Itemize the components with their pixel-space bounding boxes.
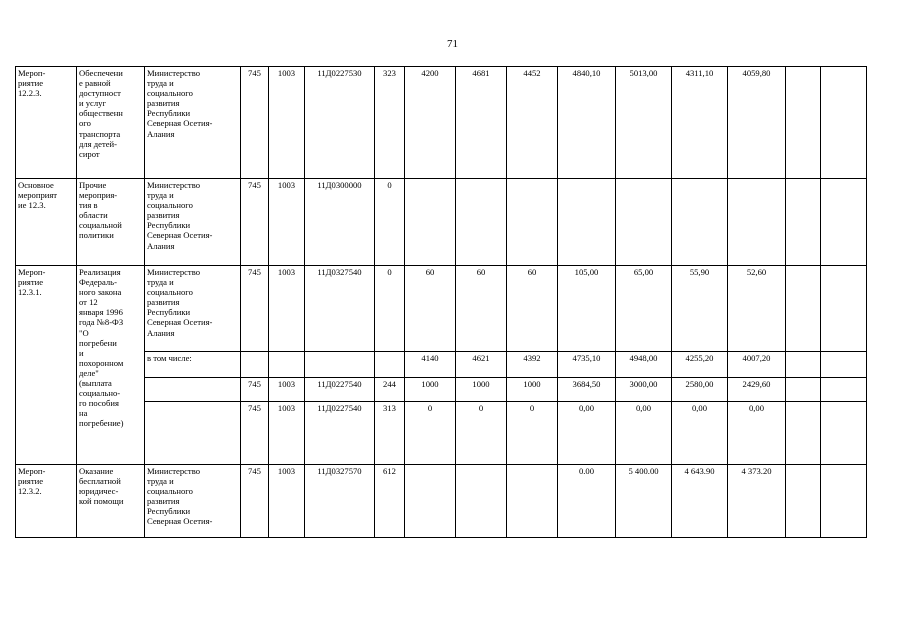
grbs-code: 745: [241, 402, 269, 465]
value-cell: 5 400.00: [616, 465, 672, 538]
csr-code: 11Д0327570: [305, 465, 375, 538]
table-row: [16, 67, 867, 179]
empty-cell: [821, 402, 867, 465]
value-cell: 4200: [405, 67, 456, 179]
value-cell: 4735,10: [558, 352, 616, 378]
program-measures-table: [15, 66, 867, 538]
measure-number: Мероп- риятие 12.3.2.: [16, 465, 77, 538]
value-cell: [507, 465, 558, 538]
responsible-executor: Министерство труда и социального развития Республики Северная Осетия- Алания: [145, 67, 241, 179]
value-cell: 4059,80: [728, 67, 786, 179]
value-cell: 4140: [405, 352, 456, 378]
value-cell: 4681: [456, 67, 507, 179]
vr-code: 244: [375, 378, 405, 402]
empty-cell: [786, 67, 821, 179]
value-cell: [728, 179, 786, 266]
empty-cell: [786, 465, 821, 538]
measure-number: Мероп- риятие 12.3.1.: [16, 266, 77, 465]
responsible-executor: [145, 378, 241, 402]
value-cell: 105,00: [558, 266, 616, 352]
csr-code: 11Д0227540: [305, 402, 375, 465]
vr-code: 0: [375, 179, 405, 266]
grbs-code: 745: [241, 465, 269, 538]
page-number: 71: [447, 38, 458, 50]
measure-description: Оказание бесплатной юридичес- кой помощи: [77, 465, 145, 538]
value-cell: 4452: [507, 67, 558, 179]
grbs-code: [241, 352, 269, 378]
responsible-executor: Министерство труда и социального развития Республики Северная Осетия- Алания: [145, 179, 241, 266]
value-cell: 0: [507, 402, 558, 465]
vr-code: 313: [375, 402, 405, 465]
empty-cell: [821, 352, 867, 378]
value-cell: 5013,00: [616, 67, 672, 179]
vr-code: [375, 352, 405, 378]
responsible-executor: Министерство труда и социального развития Республики Северная Осетия- Алания: [145, 266, 241, 352]
value-cell: 4007,20: [728, 352, 786, 378]
value-cell: 0,00: [728, 402, 786, 465]
value-cell: 4392: [507, 352, 558, 378]
empty-cell: [821, 378, 867, 402]
vr-code: 0: [375, 266, 405, 352]
measure-description: Обеспечени е равной доступност и услуг общественн ого транспорта для детей- сирот: [77, 67, 145, 179]
value-cell: [405, 179, 456, 266]
grbs-code: 745: [241, 67, 269, 179]
rzpr-code: [269, 352, 305, 378]
grbs-code: 745: [241, 266, 269, 352]
value-cell: 60: [507, 266, 558, 352]
csr-code: 11Д0327540: [305, 266, 375, 352]
csr-code: 11Д0227530: [305, 67, 375, 179]
value-cell: 1000: [507, 378, 558, 402]
value-cell: 0,00: [672, 402, 728, 465]
value-cell: 3684,50: [558, 378, 616, 402]
value-cell: [558, 179, 616, 266]
table-row: [16, 465, 867, 538]
csr-code: 11Д0227540: [305, 378, 375, 402]
rzpr-code: 1003: [269, 179, 305, 266]
grbs-code: 745: [241, 378, 269, 402]
responsible-executor: Министерство труда и социального развития Республики Северная Осетия-: [145, 465, 241, 538]
value-cell: 0,00: [616, 402, 672, 465]
rzpr-code: 1003: [269, 266, 305, 352]
rzpr-code: 1003: [269, 378, 305, 402]
value-cell: 0: [405, 402, 456, 465]
empty-cell: [821, 179, 867, 266]
value-cell: [456, 465, 507, 538]
empty-cell: [821, 266, 867, 352]
empty-cell: [821, 465, 867, 538]
value-cell: 60: [456, 266, 507, 352]
including-label: в том числе:: [145, 352, 241, 378]
value-cell: [672, 179, 728, 266]
empty-cell: [821, 67, 867, 179]
measure-description: Реализация Федераль- ного закона от 12 января 1996 года №8-ФЗ "О погребени и похоронном деле" (выплата социально- го пособия на погребение): [77, 266, 145, 465]
value-cell: 2429,60: [728, 378, 786, 402]
vr-code: 612: [375, 465, 405, 538]
measure-number: Основное мероприят ие 12.3.: [16, 179, 77, 266]
table-row: [16, 179, 867, 266]
value-cell: 60: [405, 266, 456, 352]
grbs-code: 745: [241, 179, 269, 266]
empty-cell: [786, 266, 821, 352]
value-cell: 0,00: [558, 402, 616, 465]
rzpr-code: 1003: [269, 465, 305, 538]
value-cell: 0.00: [558, 465, 616, 538]
value-cell: [507, 179, 558, 266]
value-cell: 55,90: [672, 266, 728, 352]
value-cell: 1000: [405, 378, 456, 402]
empty-cell: [786, 179, 821, 266]
value-cell: 52,60: [728, 266, 786, 352]
vr-code: 323: [375, 67, 405, 179]
value-cell: 4 373.20: [728, 465, 786, 538]
csr-code: 11Д0300000: [305, 179, 375, 266]
csr-code: [305, 352, 375, 378]
value-cell: 4255,20: [672, 352, 728, 378]
value-cell: 2580,00: [672, 378, 728, 402]
table-row: [16, 266, 867, 352]
empty-cell: [786, 378, 821, 402]
value-cell: 3000,00: [616, 378, 672, 402]
value-cell: [456, 179, 507, 266]
value-cell: 4621: [456, 352, 507, 378]
value-cell: 1000: [456, 378, 507, 402]
responsible-executor: [145, 402, 241, 465]
value-cell: 65,00: [616, 266, 672, 352]
value-cell: 4840,10: [558, 67, 616, 179]
rzpr-code: 1003: [269, 67, 305, 179]
value-cell: 4 643.90: [672, 465, 728, 538]
empty-cell: [786, 402, 821, 465]
value-cell: [405, 465, 456, 538]
empty-cell: [786, 352, 821, 378]
value-cell: 4311,10: [672, 67, 728, 179]
rzpr-code: 1003: [269, 402, 305, 465]
measure-description: Прочие мероприя- тия в области социальной политики: [77, 179, 145, 266]
measure-number: Мероп- риятие 12.2.3.: [16, 67, 77, 179]
value-cell: [616, 179, 672, 266]
value-cell: 4948,00: [616, 352, 672, 378]
value-cell: 0: [456, 402, 507, 465]
